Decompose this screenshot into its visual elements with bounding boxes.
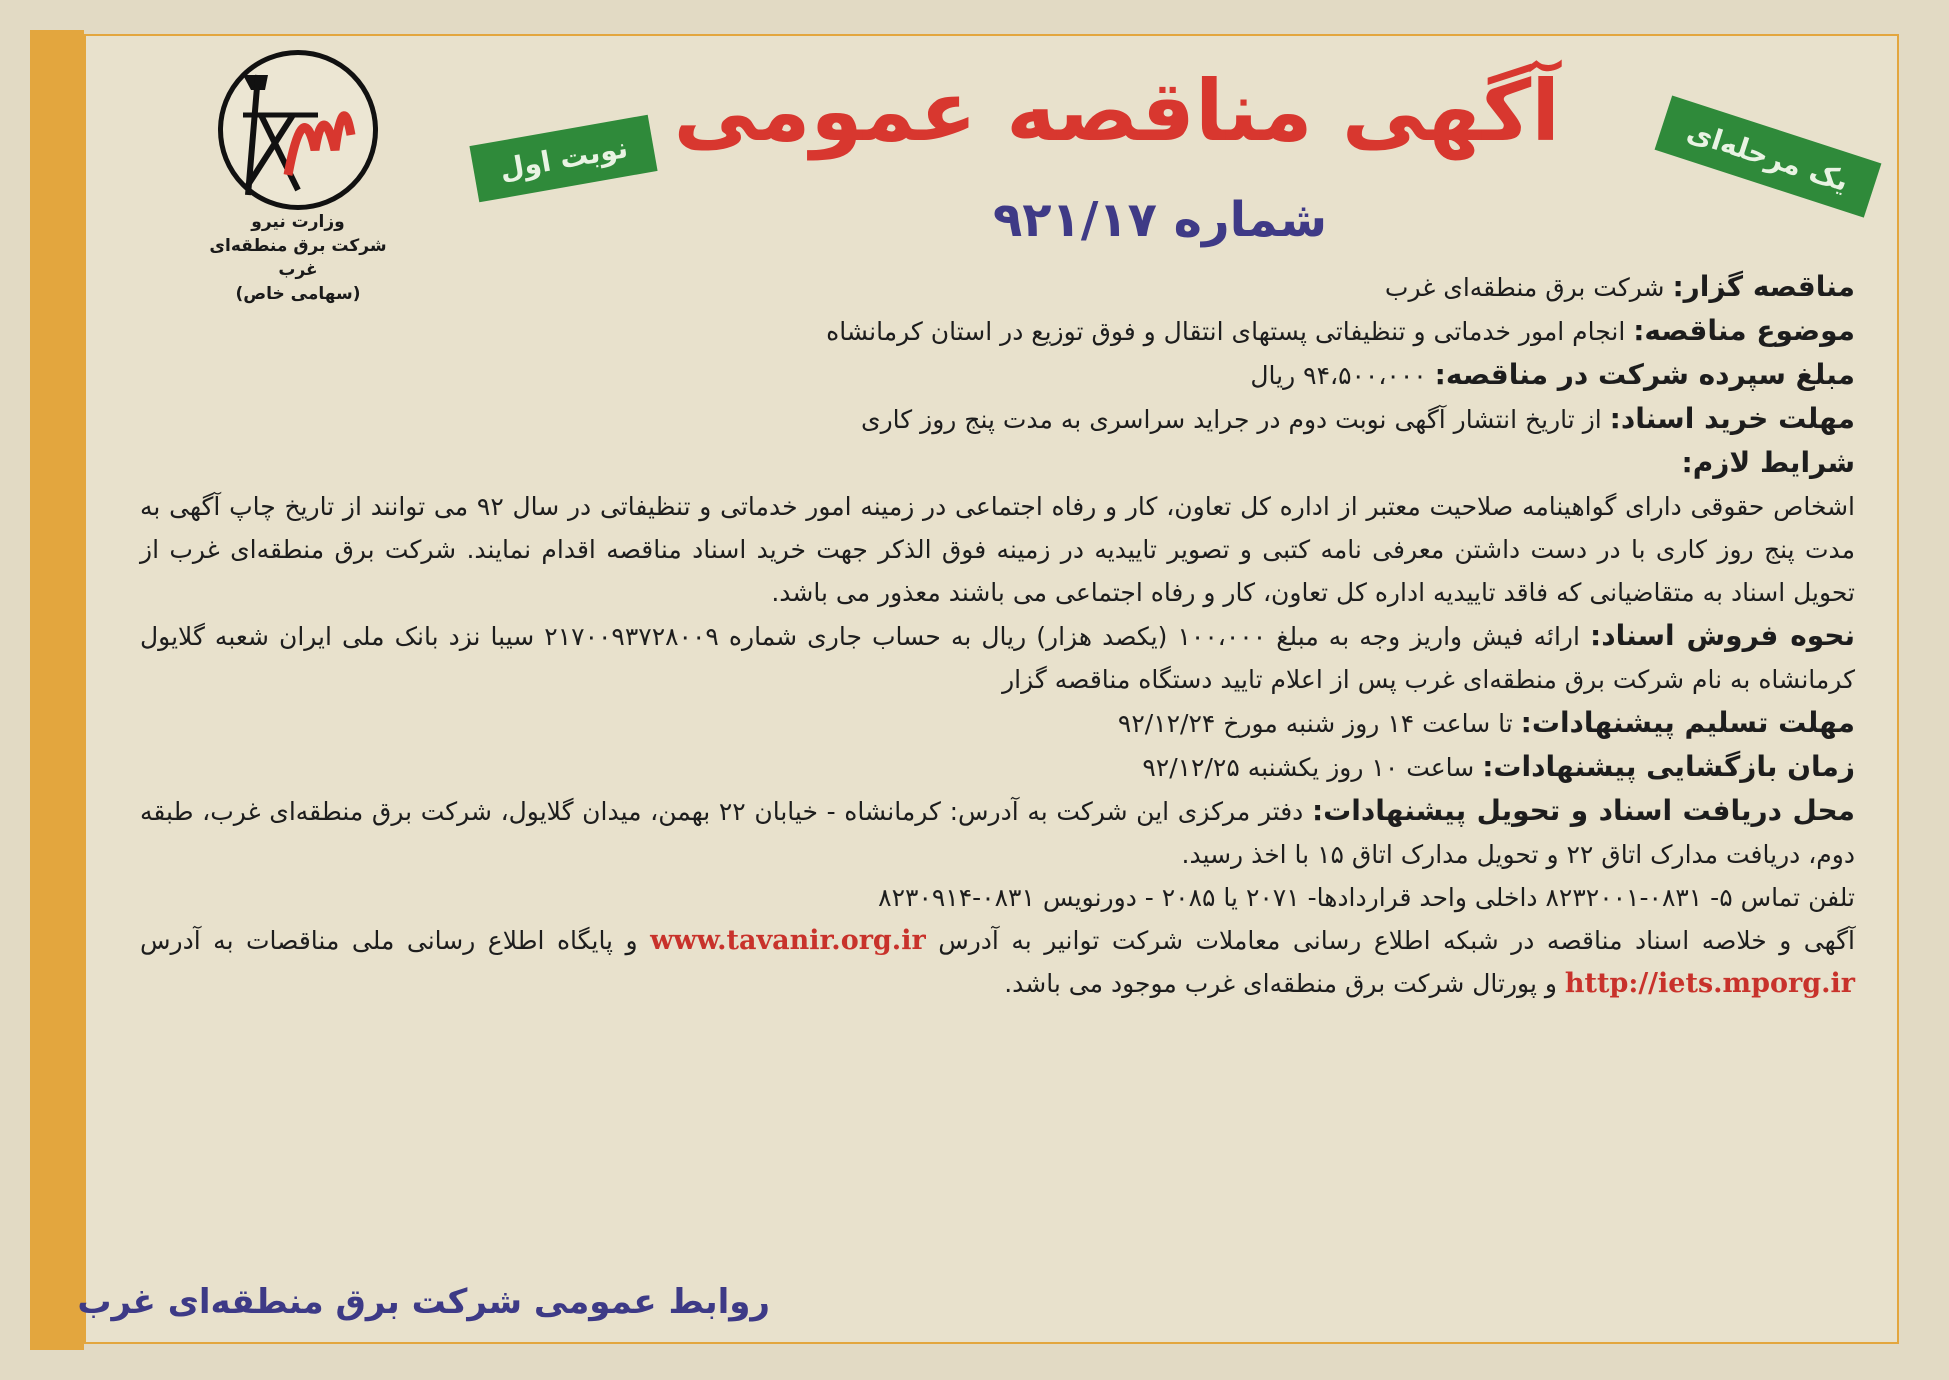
orange-side-strip — [30, 30, 84, 1350]
conditions-label: شرایط لازم: — [1681, 446, 1855, 479]
tenderer-label: مناقصه گزار: — [1672, 270, 1855, 303]
opening-value: ساعت ۱۰ روز یکشنبه ۹۲/۱۲/۲۵ — [1142, 753, 1475, 782]
deadline-row — [140, 397, 1855, 441]
tenderer-value: شرکت برق منطقه‌ای غرب — [1384, 273, 1665, 302]
submit-value: تا ساعت ۱۴ روز شنبه مورخ ۹۲/۱۲/۲۴ — [1117, 709, 1513, 738]
submit-row — [140, 701, 1855, 745]
sale-value: ارائه فیش واریز وجه به مبلغ ۱۰۰،۰۰۰ (یکصد هزار) ریال به حساب جاری شماره ۲۱۷۰۰۹۳۷۲۸۰۰۹ سیبا نزد بانک ملی ایران شعبه گلایول کرمانشاه به نام شرکت برق منطقه‌ای غرب پس از اعلام تایید دستگاه مناقصه گزار — [140, 622, 1855, 694]
subject-row — [140, 309, 1855, 353]
tenderer-row — [140, 265, 1855, 309]
logo-line-type: (سهامی خاص) — [235, 284, 361, 304]
deposit-row — [140, 353, 1855, 397]
logo-line-company: شرکت برق منطقه‌ای غرب — [209, 236, 387, 280]
public-relations-signature: روابط عمومی شرکت برق منطقه‌ای غرب — [77, 1282, 770, 1322]
tender-number: شماره ۹۲۱/۱۷ — [992, 192, 1328, 248]
sale-row — [140, 614, 1855, 701]
company-logo — [188, 50, 408, 304]
place-value: دفتر مرکزی این شرکت به آدرس: کرمانشاه - خیابان ۲۲ بهمن، میدان گلایول، شرکت برق منطقه‌ای غرب، طبقه دوم، دریافت مدارک اتاق ۲۲ و تحویل مدارک اتاق ۱۵ با اخذ رسید. — [140, 797, 1855, 869]
notice-row — [140, 919, 1855, 1005]
deadline-value: از تاریخ انتشار آگهی نوبت دوم در جراید سراسری به مدت پنج روز کاری — [861, 405, 1602, 434]
deposit-label: مبلغ سپرده شرکت در مناقصه: — [1434, 358, 1855, 391]
subject-value: انجام امور خدماتی و تنظیفاتی پستهای انتقال و فوق توزیع در استان کرمانشاه — [826, 317, 1626, 346]
conditions-text: اشخاص حقوقی دارای گواهینامه صلاحیت معتبر از اداره کل تعاون، کار و رفاه اجتماعی در زمینه امور خدماتی و تنظیفاتی در سال ۹۲ می توانند از تاریخ چاپ آگهی به مدت پنج روز کاری با در دست داشتن معرفی نامه کتبی و تصویر تاییدیه در زمینه فوق الذکر جهت خرید اسناد مناقصه اقدام نمایند. شرکت برق منطقه‌ای غرب از تحویل اسناد به متقاضیانی که فاقد تاییدیه اداره کل تعاون، کار و رفاه اجتماعی می باشند معذور می باشد. — [140, 492, 1855, 607]
place-row — [140, 789, 1855, 876]
opening-row — [140, 745, 1855, 789]
tavanir-link[interactable]: www.tavanir.org.ir — [650, 925, 926, 956]
opening-label: زمان بازگشایی پیشنهادات: — [1482, 750, 1855, 783]
conditions-heading-row — [140, 441, 1855, 485]
power-tower-logo-icon — [218, 50, 378, 210]
notice-text-3: و پورتال شرکت برق منطقه‌ای غرب موجود می باشد. — [1004, 969, 1557, 998]
logo-line-ministry: وزارت نیرو — [251, 212, 345, 232]
ad-body — [140, 265, 1855, 1005]
sale-label: نحوه فروش اسناد: — [1590, 619, 1855, 652]
subject-label: موضوع مناقصه: — [1633, 314, 1855, 347]
submit-label: مهلت تسلیم پیشنهادات: — [1520, 706, 1855, 739]
place-label: محل دریافت اسناد و تحویل پیشنهادات: — [1311, 794, 1855, 827]
deadline-label: مهلت خرید اسناد: — [1609, 402, 1855, 435]
single-stage-badge: یک مرحله‌ای — [1655, 95, 1881, 217]
ad-title: آگهی مناقصه عمومی — [673, 62, 1560, 160]
phone-row: تلفن تماس ۵- ۰۸۳۱-۸۲۳۲۰۰۱ داخلی واحد قراردادها- ۲۰۷۱ یا ۲۰۸۵ - دورنویس ۰۸۳۱-۸۲۳۰۹۱۴ — [878, 883, 1855, 912]
first-round-badge: نوبت اول — [469, 115, 657, 203]
deposit-value: ۹۴،۵۰۰،۰۰۰ ریال — [1250, 361, 1427, 390]
notice-text-2: و پایگاه اطلاع رسانی ملی مناقصات به آدرس — [140, 926, 638, 955]
notice-text-1: آگهی و خلاصه اسناد مناقصه در شبکه اطلاع رسانی معاملات شرکت توانیر به آدرس — [938, 926, 1855, 955]
iets-link[interactable]: http://iets.mporg.ir — [1564, 968, 1855, 999]
